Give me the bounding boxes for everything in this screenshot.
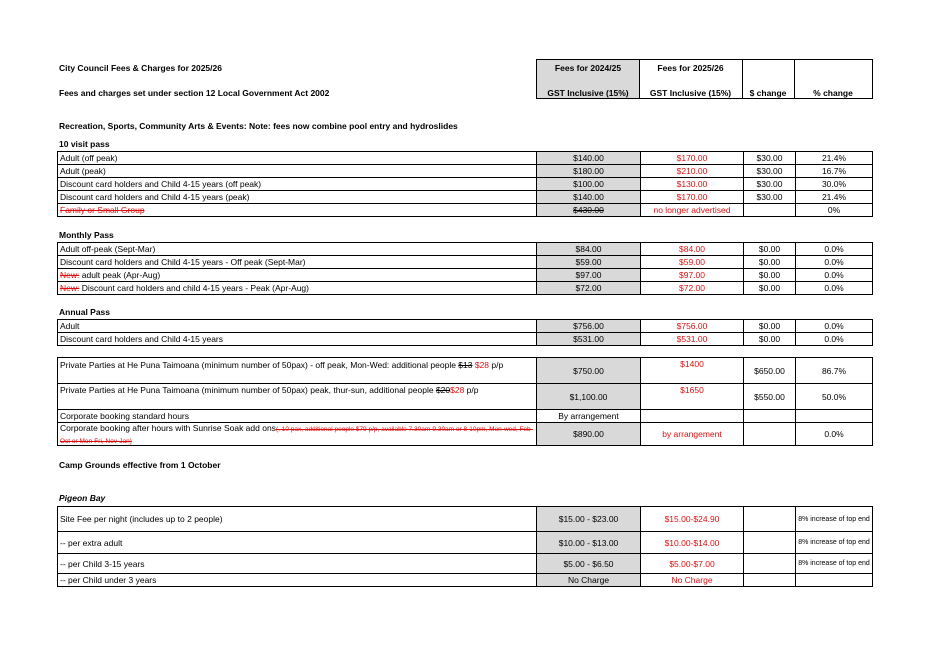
row-change: $550.00 (744, 384, 796, 409)
row-fee-2024: $97.00 (537, 269, 641, 281)
row-pct: 50.0% (821, 391, 847, 402)
row-fee-2024: $140.00 (537, 152, 641, 164)
row-pct: 8% increase of top end (798, 560, 870, 567)
row-pct: 8% increase of top end (798, 539, 870, 546)
row-change (744, 507, 796, 531)
row-fee-2025: no longer advertised (641, 204, 744, 216)
row-desc: Private Parties at He Puna Taimoana (minimum number of 50pax) - off peak, Mon-Wed: additional people $13 $28 p/p (58, 358, 537, 383)
table-row (57, 357, 873, 383)
table-row (57, 506, 873, 531)
row-change (744, 554, 796, 573)
row-desc: Adult off-peak (Sept-Mar) (58, 243, 537, 255)
row-fee-2024: $890.00 (537, 423, 641, 445)
row-pct: 21.4% (821, 153, 847, 163)
row-change: $0.00 (744, 320, 796, 332)
monthly-heading: Monthly Pass (59, 230, 114, 240)
row-pct: 86.7% (821, 365, 847, 376)
ten-visit-heading: 10 visit pass (59, 139, 110, 149)
row-fee-2024: No Charge (537, 574, 641, 586)
row-fee-2025: $1650 (641, 384, 744, 409)
row-change: $30.00 (744, 178, 796, 190)
row-desc: Discount card holders and Child 4-15 years - Off peak (Sept-Mar) (58, 256, 537, 268)
row-fee-2025: $1400 (641, 358, 744, 383)
row-pct (796, 574, 872, 586)
row-fee-2024: $531.00 (537, 333, 641, 345)
table-row (57, 203, 873, 217)
table-row (57, 177, 873, 190)
row-pct (796, 410, 872, 422)
row-fee-2025: No Charge (641, 574, 744, 586)
row-fee-2025: $170.00 (641, 191, 744, 203)
row-pct: 0% (827, 205, 841, 215)
row-desc: Private Parties at He Puna Taimoana (minimum number of 50pax) peak, thur-sun, additional people $20$28 p/p (58, 384, 537, 409)
row-pct: 0.0% (824, 244, 844, 254)
row-change (744, 423, 796, 445)
new-label: New: (60, 270, 80, 280)
row-desc: Adult (off peak) (58, 152, 537, 164)
table-row (57, 332, 873, 346)
table-row (57, 553, 873, 573)
row-fee-2024: $140.00 (537, 191, 641, 203)
row-fee-2024: $84.00 (537, 243, 641, 255)
header-fees-2024: Fees for 2024/25 GST Inclusive (15%) (536, 59, 640, 99)
row-pct: 30.0% (821, 179, 847, 189)
row-fee-2024: $430.00 (537, 204, 641, 216)
row-fee-2024: $72.00 (537, 282, 641, 294)
row-change (744, 410, 796, 422)
row-fee-2025: $5.00-$7.00 (641, 554, 744, 573)
table-row (57, 164, 873, 177)
document-title: City Council Fees & Charges for 2025/26 (59, 63, 222, 73)
row-change: $30.00 (744, 152, 796, 164)
table-row (57, 281, 873, 295)
table-row (57, 255, 873, 268)
row-change: $0.00 (744, 256, 796, 268)
header-fees-2025: Fees for 2025/26 GST Inclusive (15%) (639, 59, 743, 99)
row-change (744, 204, 796, 216)
row-change: $650.00 (744, 358, 796, 383)
row-fee-2025: $756.00 (641, 320, 744, 332)
row-fee-2024: $100.00 (537, 178, 641, 190)
row-fee-2024: $756.00 (537, 320, 641, 332)
row-desc: New: adult peak (Apr-Aug) (58, 269, 537, 281)
table-row (57, 242, 873, 255)
pigeon-bay-heading: Pigeon Bay (59, 493, 106, 503)
row-pct: 0.0% (824, 321, 844, 331)
row-pct: 16.7% (821, 166, 847, 176)
row-pct: 8% increase of top end (798, 515, 870, 523)
row-fee-2024: $180.00 (537, 165, 641, 177)
row-change: $0.00 (744, 333, 796, 345)
row-desc: -- per extra adult (58, 532, 537, 553)
row-desc: Adult (58, 320, 537, 332)
table-row (57, 409, 873, 422)
row-fee-2025: $59.00 (641, 256, 744, 268)
table-row (57, 268, 873, 281)
table-row (57, 422, 873, 446)
row-fee-2025: $130.00 (641, 178, 744, 190)
row-desc: Discount card holders and Child 4-15 years (off peak) (58, 178, 537, 190)
row-desc: Corporate booking standard hours (58, 410, 537, 422)
table-row (57, 383, 873, 409)
document-subtitle: Fees and charges set under section 12 Local Government Act 2002 (59, 88, 330, 98)
row-fee-2025: $10.00-$14.00 (641, 532, 744, 553)
row-pct: 0.0% (824, 429, 844, 439)
row-desc: -- per Child under 3 years (58, 574, 537, 586)
row-fee-2025: $170.00 (641, 152, 744, 164)
row-pct: 0.0% (824, 334, 844, 344)
row-fee-2024: $5.00 - $6.50 (537, 554, 641, 573)
row-change: $0.00 (744, 282, 796, 294)
row-fee-2024: $1,100.00 (537, 384, 641, 409)
row-fee-2024: $15.00 - $23.00 (537, 507, 641, 531)
row-fee-2024: $59.00 (537, 256, 641, 268)
table-row (57, 319, 873, 332)
row-fee-2025: by arrangement (641, 423, 744, 445)
row-desc: Site Fee per night (includes up to 2 people) (58, 507, 537, 531)
header-pct-change: % change (794, 59, 873, 99)
row-fee-2024: $750.00 (537, 358, 641, 383)
table-row (57, 151, 873, 164)
row-fee-2024: By arrangement (537, 410, 641, 422)
table-row (57, 573, 873, 587)
row-pct: 0.0% (824, 283, 844, 293)
row-pct: 21.4% (821, 192, 847, 202)
row-change (744, 532, 796, 553)
row-pct: 0.0% (824, 270, 844, 280)
camp-heading: Camp Grounds effective from 1 October (59, 460, 221, 470)
row-desc: Family or Small Group (58, 204, 537, 216)
row-pct: 0.0% (824, 257, 844, 267)
row-fee-2025: $531.00 (641, 333, 744, 345)
annual-heading: Annual Pass (59, 307, 111, 317)
row-desc: Corporate booking after hours with Sunrise Soak add ons(, 10 pax, additional people $79 p/p, available 7.30am-9.30am or 8-10pm, Mon-wed, Feb-Oct or Mon-Fri, Nov-Jan) (58, 423, 537, 445)
row-fee-2025: $15.00-$24.90 (641, 507, 744, 531)
row-fee-2024: $10.00 - $13.00 (537, 532, 641, 553)
row-desc: Adult (peak) (58, 165, 537, 177)
table-row (57, 190, 873, 203)
row-desc: -- per Child 3-15 years (58, 554, 537, 573)
table-row (57, 531, 873, 553)
header-dollar-change: $ change (742, 59, 795, 99)
row-desc: Discount card holders and Child 4-15 years (peak) (58, 191, 537, 203)
row-desc: New: Discount card holders and child 4-15 years - Peak (Apr-Aug) (58, 282, 537, 294)
row-change: $0.00 (744, 243, 796, 255)
row-fee-2025: $97.00 (641, 269, 744, 281)
section-note: Recreation, Sports, Community Arts & Events: Note: fees now combine pool entry and hydroslides (59, 121, 458, 131)
row-change: $0.00 (744, 269, 796, 281)
row-fee-2025: $72.00 (641, 282, 744, 294)
row-change: $30.00 (744, 165, 796, 177)
row-change: $30.00 (744, 191, 796, 203)
row-change (744, 574, 796, 586)
new-label: New: (60, 283, 80, 293)
row-desc: Discount card holders and Child 4-15 years (58, 333, 537, 345)
row-fee-2025 (641, 410, 744, 422)
row-fee-2025: $210.00 (641, 165, 744, 177)
row-fee-2025: $84.00 (641, 243, 744, 255)
